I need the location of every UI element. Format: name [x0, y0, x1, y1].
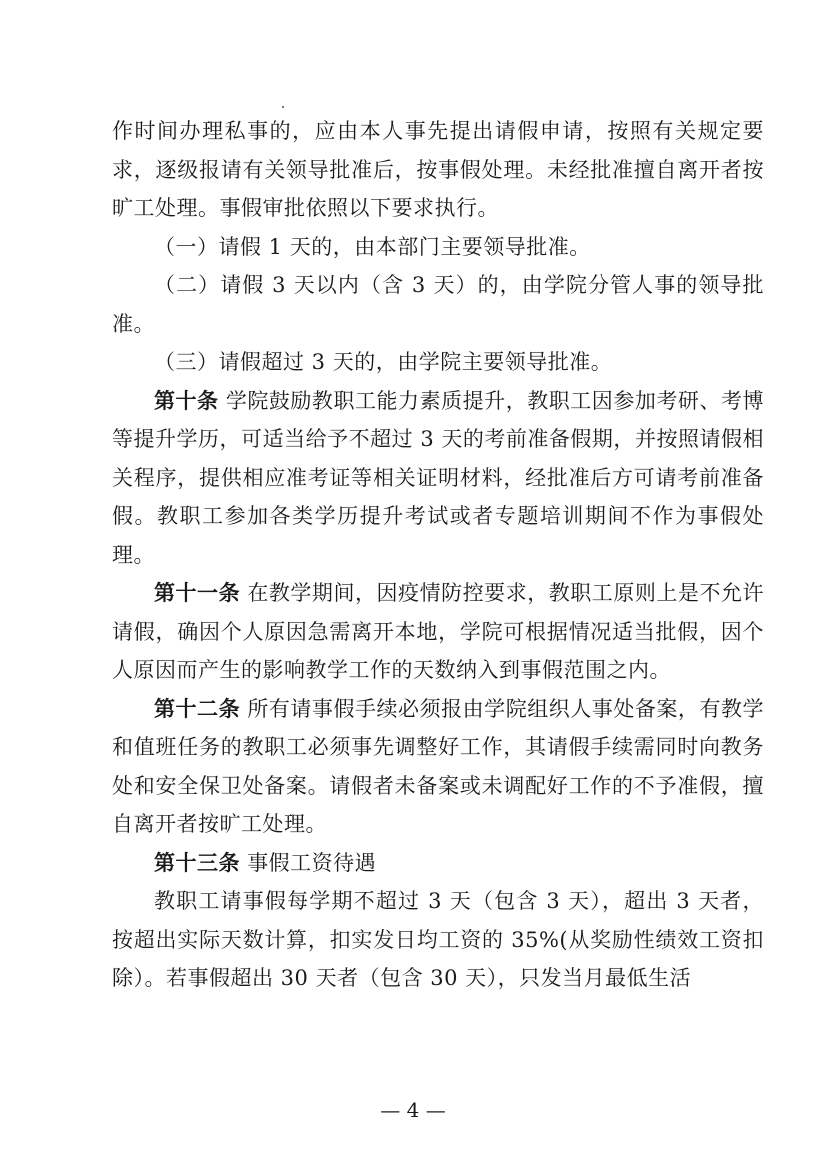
article-13-heading: 第十三条 [154, 849, 240, 875]
paragraph-wage-rule: 教职工请事假每学期不超过 3 天（包含 3 天），超出 3 天者，按超出实际天数计算，扣实发日均工资的 35%(从奖励性绩效工资扣除）。若事假超出 30 天者（包含 30 天），只发当月最低生活 [112, 889, 764, 990]
scan-speck [282, 106, 284, 108]
paragraph-article-10 [112, 382, 764, 575]
paragraph-item-1: （一）请假 1 天的，由本部门主要领导批准。 [154, 234, 591, 259]
article-12-heading: 第十二条 [154, 695, 241, 721]
article-10-body: 学院鼓励教职工能力素质提升，教职工因参加考研、考博等提升学历，可适当给予不超过 3 天的考前准备假期，并按照请假相关程序，提供相应准考证等相关证明材料，经批准后方可请考前准备假。教职工参加各类学历提升考试或者专题培训期间不作为事假处理。 [112, 388, 765, 567]
paragraph-continuation: 作时间办理私事的，应由本人事先提出请假申请，按照有关规定要求，逐级报请有关领导批准后，按事假处理。未经批准擅自离开者按旷工处理。事假审批依照以下要求执行。 [112, 119, 764, 220]
article-11-heading: 第十一条 [154, 580, 241, 605]
paragraph-article-11 [112, 574, 764, 690]
article-12-body: 所有请事假手续必须报由学院组织人事处备案，有教学和值班任务的教职工必须事先调整好工作，其请假手续需同时向教务处和安全保卫处备案。请假者未备案或未调配好工作的不予准假，擅自离开者按旷工处理。 [112, 696, 765, 836]
article-10-heading: 第十条 [154, 387, 219, 413]
paragraph-article-13 [112, 844, 764, 883]
article-11-body: 在教学期间，因疫情防控要求，教职工原则上是不允许请假，确因个人原因急需离开本地，学院可根据情况适当批假，因个人原因而产生的影响教学工作的天数纳入到事假范围之内。 [112, 581, 765, 682]
paragraph-article-12 [112, 690, 764, 844]
article-13-body: 事假工资待遇 [247, 850, 377, 875]
paragraph-item-3: （三）请假超过 3 天的，由学院主要领导批准。 [154, 350, 613, 374]
page-number: — 4 — [380, 1098, 446, 1122]
paragraph-item-2: （二）请假 3 天以内（含 3 天）的，由学院分管人事的领导批准。 [112, 273, 764, 336]
